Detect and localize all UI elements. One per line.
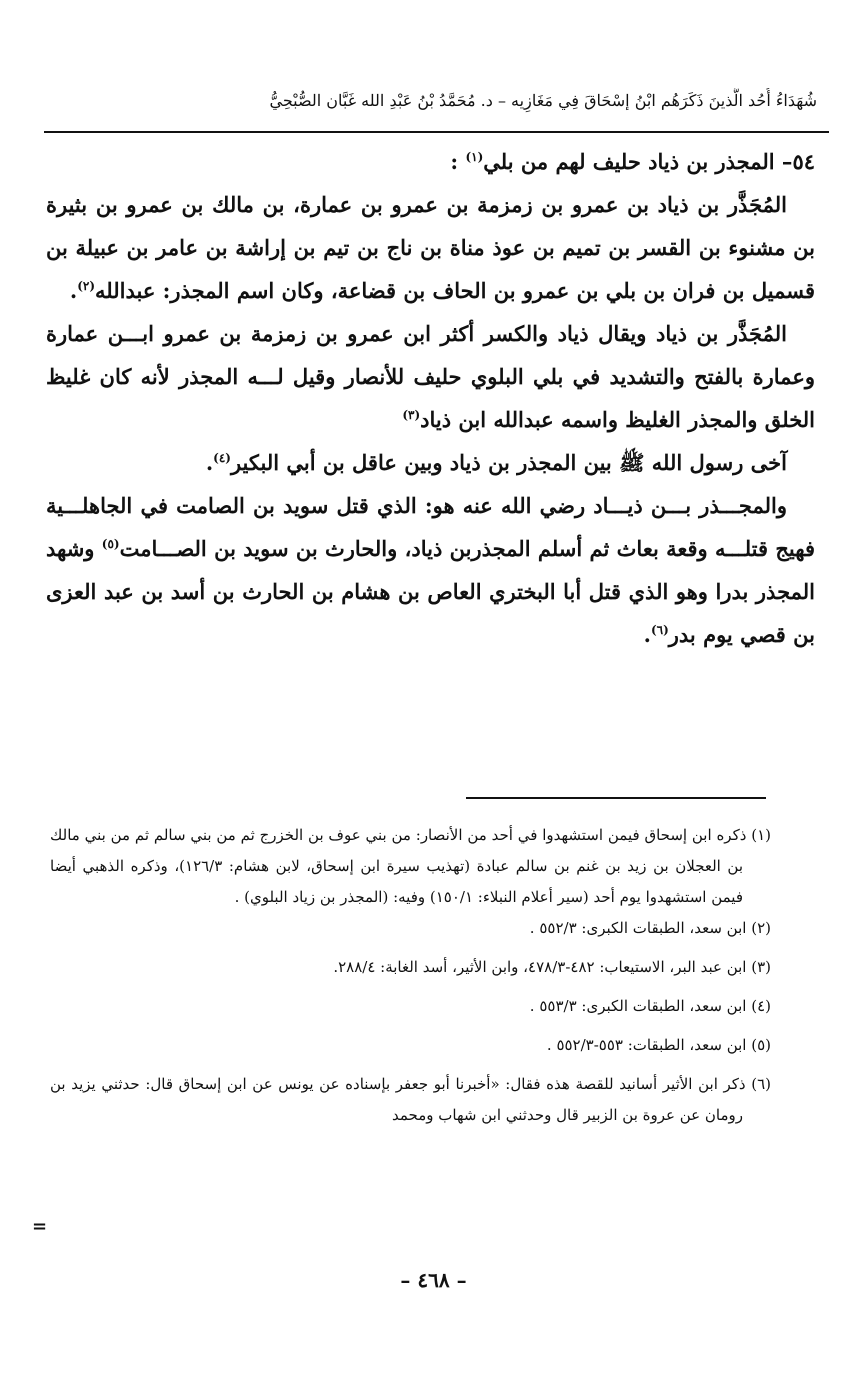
footnote-ref-1[interactable]: (١) xyxy=(465,150,484,164)
paragraph-lineage-text: المُجَذَّر بن ذياد بن عمرو بن زمزمة بن عمرو بن عمارة، بن مالك بن عمرو بن بثيرة بن مشنوء بن القسر بن تميم بن عوذ مناة بن ناج بن تيم بن إراشة بن عامر بن عبيلة بن قسميل بن فران بن بلي بن عمرو بن الحاف بن قضاعة، وكان اسم المجذر: عبدالله xyxy=(46,192,816,303)
footnote-ref-2[interactable]: (٢) xyxy=(77,279,96,293)
page-number: – ٤٦٨ – xyxy=(400,1268,467,1292)
footnote-6: (٦) ذكر ابن الأثير أسانيد للقصة هذه فقال: «أخبرنا أبو جعفر بإسناده عن يونس عن ابن إسحاق قال: حدثني يزيد بن رومان عن عروة بن الزبير قال وحدثني ابن شهاب ومحمد xyxy=(50,1075,771,1124)
paragraph-history xyxy=(46,484,815,656)
paragraph-brotherhood xyxy=(46,441,815,484)
footnote-2: (٢) ابن سعد، الطبقات الكبرى: ٥٥٢/٣ . xyxy=(529,919,771,937)
footnote-1: (١) ذكره ابن إسحاق فيمن استشهدوا في أحد من الأنصار: من بني عوف بن الخزرج ثم من بني سالم ثم من بني مالك بن العجلان بن زيد بن غنم بن سالم عبادة (تهذيب سيرة ابن إسحاق، لابن هشام: ١٢٦/٣)، وذكره الذهبي أيضا فيمن استشهدوا يوم أحد (سير أعلام النبلاء: ١٥٠/١) وفيه: (المجذر بن زياد البلوي) . xyxy=(50,826,771,906)
paragraph-history-text-a: والمجـــذر بـــن ذيـــاد رضي الله عنه هو: الذي قتل سويد بن الصامت في الجاهلـــية فهيج قتلـــه وقعة بعاث ثم أسلم المجذربن ذياد، والحارث بن سويد بن الصـــامت xyxy=(46,493,815,561)
header-rule xyxy=(44,131,829,133)
footnote-ref-5[interactable]: (٥) xyxy=(101,537,120,551)
footnote-ref-3[interactable]: (٣) xyxy=(402,408,421,422)
footnotes xyxy=(50,820,771,1131)
running-header xyxy=(46,88,817,114)
paragraph-lineage-end: . xyxy=(69,278,78,303)
footnote-separator xyxy=(466,797,766,799)
footnote-ref-6[interactable]: (٦) xyxy=(650,623,669,637)
footnote-3: (٣) ابن عبد البر، الاستيعاب: ٤٨٢-٤٧٨/٣، وابن الأثير، أسد الغابة: ٢٨٨/٤. xyxy=(333,958,771,976)
paragraph-name xyxy=(46,312,815,441)
paragraph-name-text: المُجَذَّر بن ذياد ويقال ذياد والكسر أكثر ابن عمرو بن زمزمة بن عمرو ابـــن عمارة وعمارة بالفتح والتشديد في بلي البلوي حليف للأنصار وقيل لـــه المجذر لأنه كان غليظ الخلق والمجذر الغليظ واسمه عبدالله ابن ذياد xyxy=(46,321,815,432)
paragraph-history-end: . xyxy=(643,622,651,647)
paragraph-history-text-b: وشهد المجذر بدرا وهو الذي قتل أبا البختري العاص بن هشام بن الحارث بن أسد بن عبد العزى بن قصي يوم بدر xyxy=(46,536,815,647)
main-text xyxy=(46,140,815,656)
paragraph-brotherhood-text: آخى رسول الله ﷺ بين المجذر بن ذياد وبين عاقل بن أبي البكير xyxy=(230,450,787,475)
paragraph-brotherhood-end: . xyxy=(205,450,214,475)
continuation-mark: = xyxy=(32,1216,48,1237)
entry-title-end: : xyxy=(450,149,466,174)
footnote-4: (٤) ابن سعد، الطبقات الكبرى: ٥٥٣/٣ . xyxy=(529,997,771,1015)
running-title: شُهَدَاءُ أُحُد الَّذينَ ذَكَرَهُم ابْنُ إسْحَاقَ فِي مَغَازِيه – د. مُحَمَّدُ بْنُ عَبْدِ الله غَبَّان الصُّبْحِيُّ xyxy=(269,91,817,110)
footnote-5: (٥) ابن سعد، الطبقات: ٥٥٣-٥٥٢/٣ . xyxy=(546,1036,771,1054)
paragraph-lineage xyxy=(46,183,815,312)
entry-title-text: ٥٤– المجذر بن ذياد حليف لهم من بلي xyxy=(483,149,815,174)
footnote-ref-4[interactable]: (٤) xyxy=(213,451,231,465)
entry-title xyxy=(46,140,815,183)
